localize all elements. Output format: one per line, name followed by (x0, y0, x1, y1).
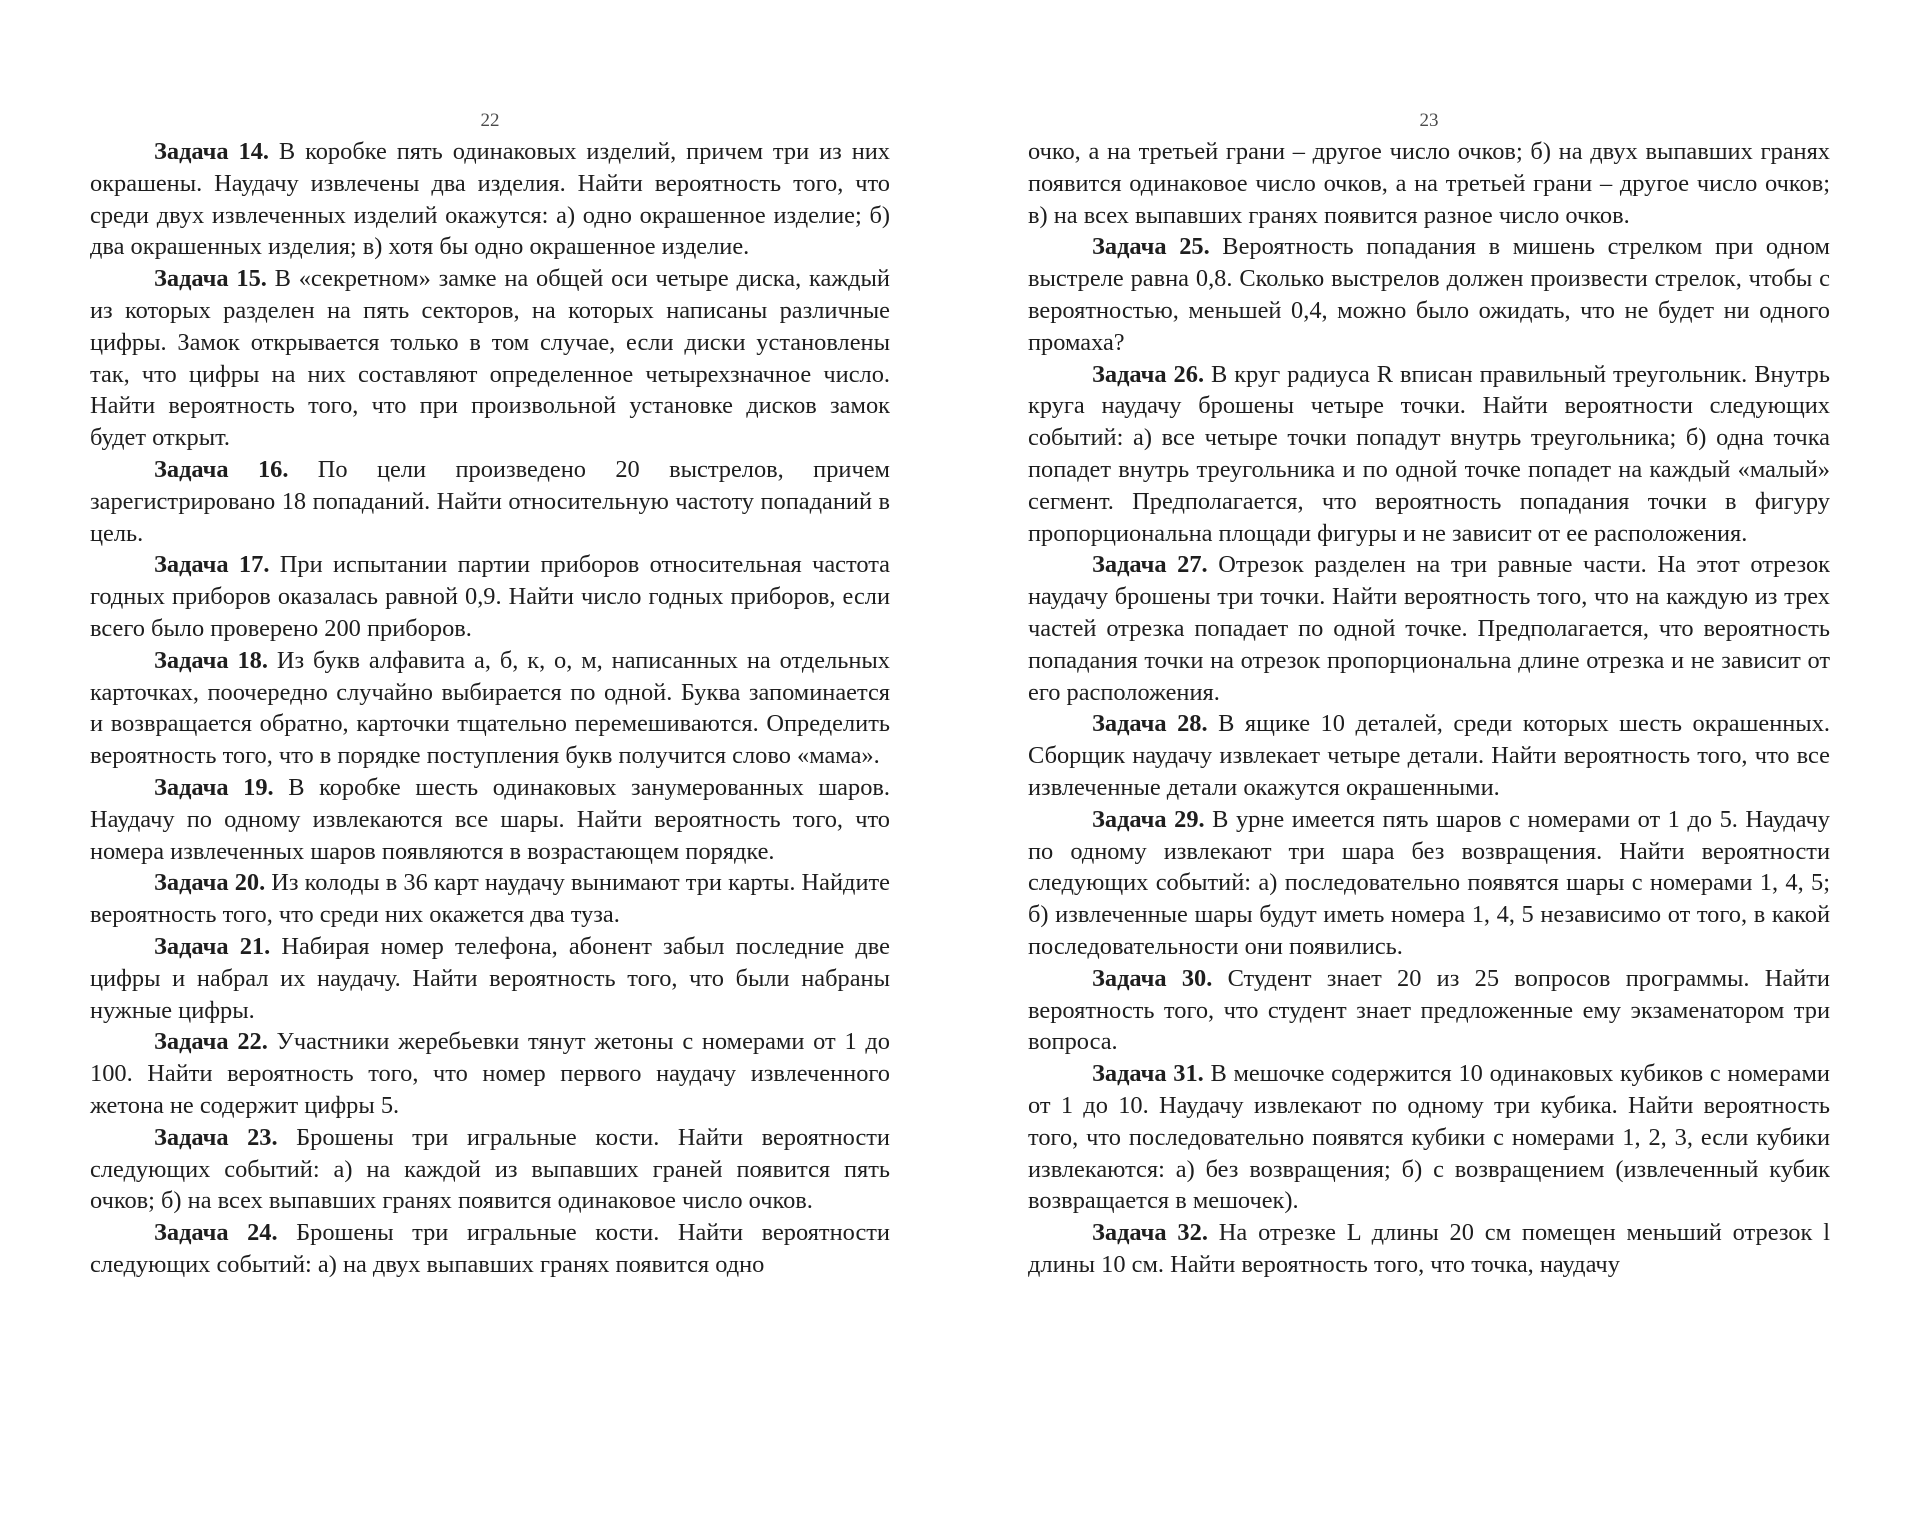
problem-text: Студент знает 20 из 25 вопросов программы. Найти вероятность того, что студент знает предложенные ему экзаменатором три вопроса. (1028, 964, 1830, 1056)
problem-paragraph (90, 1122, 890, 1217)
page-text (90, 136, 890, 1281)
problem-text: В круг радиуса R вписан правильный треугольник. Внутрь круга наудачу брошены четыре точки. Найти вероятности следующих событий: а) все четыре точки попадут внутрь треугольника; б) одна точка попадет внутрь треугольника и по одной точке попадет на каждый «малый» сегмент. Предполагается, что вероятность попадания точки в фигуру пропорциональна площади фигуры и не зависит от ее расположения. (1028, 360, 1830, 547)
problem-label: Задача 19. (154, 773, 274, 801)
page-number: 22 (480, 110, 500, 131)
page-number: 23 (1419, 110, 1439, 131)
problem-text: Отрезок разделен на три равные части. На этот отрезок наудачу брошены три точки. Найти вероятность того, что на каждую из трех частей отрезка попадает по одной точке. Предполагается, что вероятность попадания точки на отрезок пропорциональна длине отрезка и не зависит от его расположения. (1028, 551, 1831, 706)
problem-paragraph (1028, 963, 1830, 1058)
problem-paragraph (90, 931, 890, 1026)
problem-label: Задача 20. (154, 869, 266, 897)
problem-label: Задача 32. (1092, 1219, 1208, 1247)
problem-paragraph (90, 454, 890, 549)
problem-paragraph (1028, 359, 1830, 550)
problem-paragraph (90, 1026, 890, 1121)
problem-paragraph (1028, 1217, 1830, 1281)
problem-text: Брошены три игральные кости. Найти вероятности следующих событий: а) на двух выпавших гранях появится одно (90, 1219, 890, 1278)
problem-text: В ящике 10 деталей, среди которых шесть окрашенных. Сборщик наудачу извлекает четыре детали. Найти вероятность того, что все извлеченные детали окажутся окрашенными. (1028, 710, 1830, 801)
problem-paragraph (1028, 1058, 1830, 1217)
problem-paragraph (1028, 549, 1830, 708)
page-text (1028, 136, 1830, 1281)
problem-text: Из букв алфавита а, б, к, о, м, написанных на отдельных карточках, поочередно случайно выбирается по одной. Буква запоминается и возвращается обратно, карточки тщательно перемешиваются. Определить вероятность того, что в порядке поступления букв получится слово «мама». (90, 646, 890, 770)
problem-text: Участники жеребьевки тянут жетоны с номерами от 1 до 100. Найти вероятность того, что номер первого наудачу извлеченного жетона не содержит цифры 5. (90, 1028, 890, 1119)
problem-text: В «секретном» замке на общей оси четыре диска, каждый из которых разделен на пять секторов, на которых написаны различные цифры. Замок открывается только в том случае, если диски установлены так, что цифры на них составляют определенное четырехзначное число. Найти вероятность того, что при произвольной установке дисков замок будет открыт. (90, 265, 890, 452)
problem-text: В коробке пять одинаковых изделий, причем три из них окрашены. Наудачу извлечены два изделия. Найти вероятность того, что среди двух извлеченных изделий окажутся: а) одно окрашенное изделие; б) два окрашенных изделия; в) хотя бы одно окрашенное изделие. (90, 138, 890, 261)
problem-text: На отрезке L длины 20 см помещен меньший отрезок l длины 10 см. Найти вероятность того, что точка, наудачу (1028, 1219, 1830, 1278)
problem-label: Задача 31. (1092, 1060, 1204, 1088)
problem-label: Задача 17. (154, 551, 270, 579)
right-page (1028, 108, 1830, 1281)
problem-paragraph (90, 645, 890, 772)
problem-label: Задача 23. (154, 1123, 278, 1151)
problem-label: Задача 16. (154, 455, 289, 483)
problem-paragraph (90, 772, 890, 867)
problem-text: В мешочке содержится 10 одинаковых кубиков с номерами от 1 до 10. Наудачу извлекают по одному три кубика. Найти вероятность того, что последовательно появятся кубики с номерами 1, 2, 3, если кубики извлекаются: а) без возвращения; б) с возвращением (извлеченный кубик возвращается в мешочек). (1028, 1060, 1830, 1215)
problem-label: Задача 18. (154, 646, 268, 674)
problem-label: Задача 30. (1092, 964, 1213, 992)
problem-paragraph (1028, 708, 1830, 803)
problem-label: Задача 15. (154, 265, 267, 293)
problem-label: Задача 26. (1092, 360, 1205, 388)
problem-text: Вероятность попадания в мишень стрелком при одном выстреле равна 0,8. Сколько выстрелов должен произвести стрелок, чтобы с вероятностью, меньшей 0,4, можно было ожидать, что не будет ни одного промаха? (1028, 233, 1830, 356)
problem-label: Задача 25. (1092, 233, 1210, 261)
problem-text: Набирая номер телефона, абонент забыл последние две цифры и набрал их наудачу. Найти вероятность того, что были набраны нужные цифры. (90, 932, 890, 1024)
problem-label: Задача 21. (154, 932, 271, 960)
problem-text: В коробке шесть одинаковых занумерованных шаров. Наудачу по одному извлекаются все шары. Найти вероятность того, что номера извлеченных шаров появляются в возрастающем порядке. (90, 773, 890, 865)
problem-paragraph (90, 867, 890, 931)
problem-paragraph (1028, 804, 1830, 963)
problem-text: В урне имеется пять шаров с номерами от 1 до 5. Наудачу по одному извлекают три шара без возвращения. Найти вероятности следующих событий: а) последовательно появятся шары с номерами 1, 4, 5; б) извлеченные шары будут иметь номера 1, 4, 5 независимо от того, в какой последовательности они появились. (1028, 805, 1830, 960)
problem-label: Задача 24. (154, 1219, 278, 1247)
problem-paragraph (90, 1217, 890, 1281)
problem-text: Брошены три игральные кости. Найти вероятности следующих событий: а) на каждой из выпавших граней появится пять очков; б) на всех выпавших гранях появится одинаковое число очков. (90, 1123, 890, 1215)
problem-text: При испытании партии приборов относительная частота годных приборов оказалась равной 0,9. Найти число годных приборов, если всего было проверено 200 приборов. (90, 551, 891, 642)
problem-label: Задача 27. (1092, 551, 1208, 579)
left-page (90, 108, 890, 1281)
problem-paragraph (90, 263, 890, 454)
problem-label: Задача 28. (1092, 710, 1208, 738)
problem-paragraph (90, 549, 890, 644)
problem-label: Задача 14. (154, 138, 269, 165)
problem-label: Задача 29. (1092, 805, 1205, 833)
continued-paragraph: очко, а на третьей грани – другое число очков; б) на двух выпавших гранях появится одинаковое число очков, а на третьей грани – другое число очков; в) на всех выпавших гранях появится разное число очков. (1028, 138, 1830, 229)
problem-text: По цели произведено 20 выстрелов, причем зарегистрировано 18 попаданий. Найти относительную частоту попаданий в цель. (90, 455, 890, 547)
problem-paragraph (1028, 231, 1830, 358)
problem-label: Задача 22. (154, 1028, 268, 1056)
problem-text: Из колоды в 36 карт наудачу вынимают три карты. Найдите вероятность того, что среди них окажется два туза. (90, 869, 890, 929)
problem-paragraph (90, 136, 890, 263)
